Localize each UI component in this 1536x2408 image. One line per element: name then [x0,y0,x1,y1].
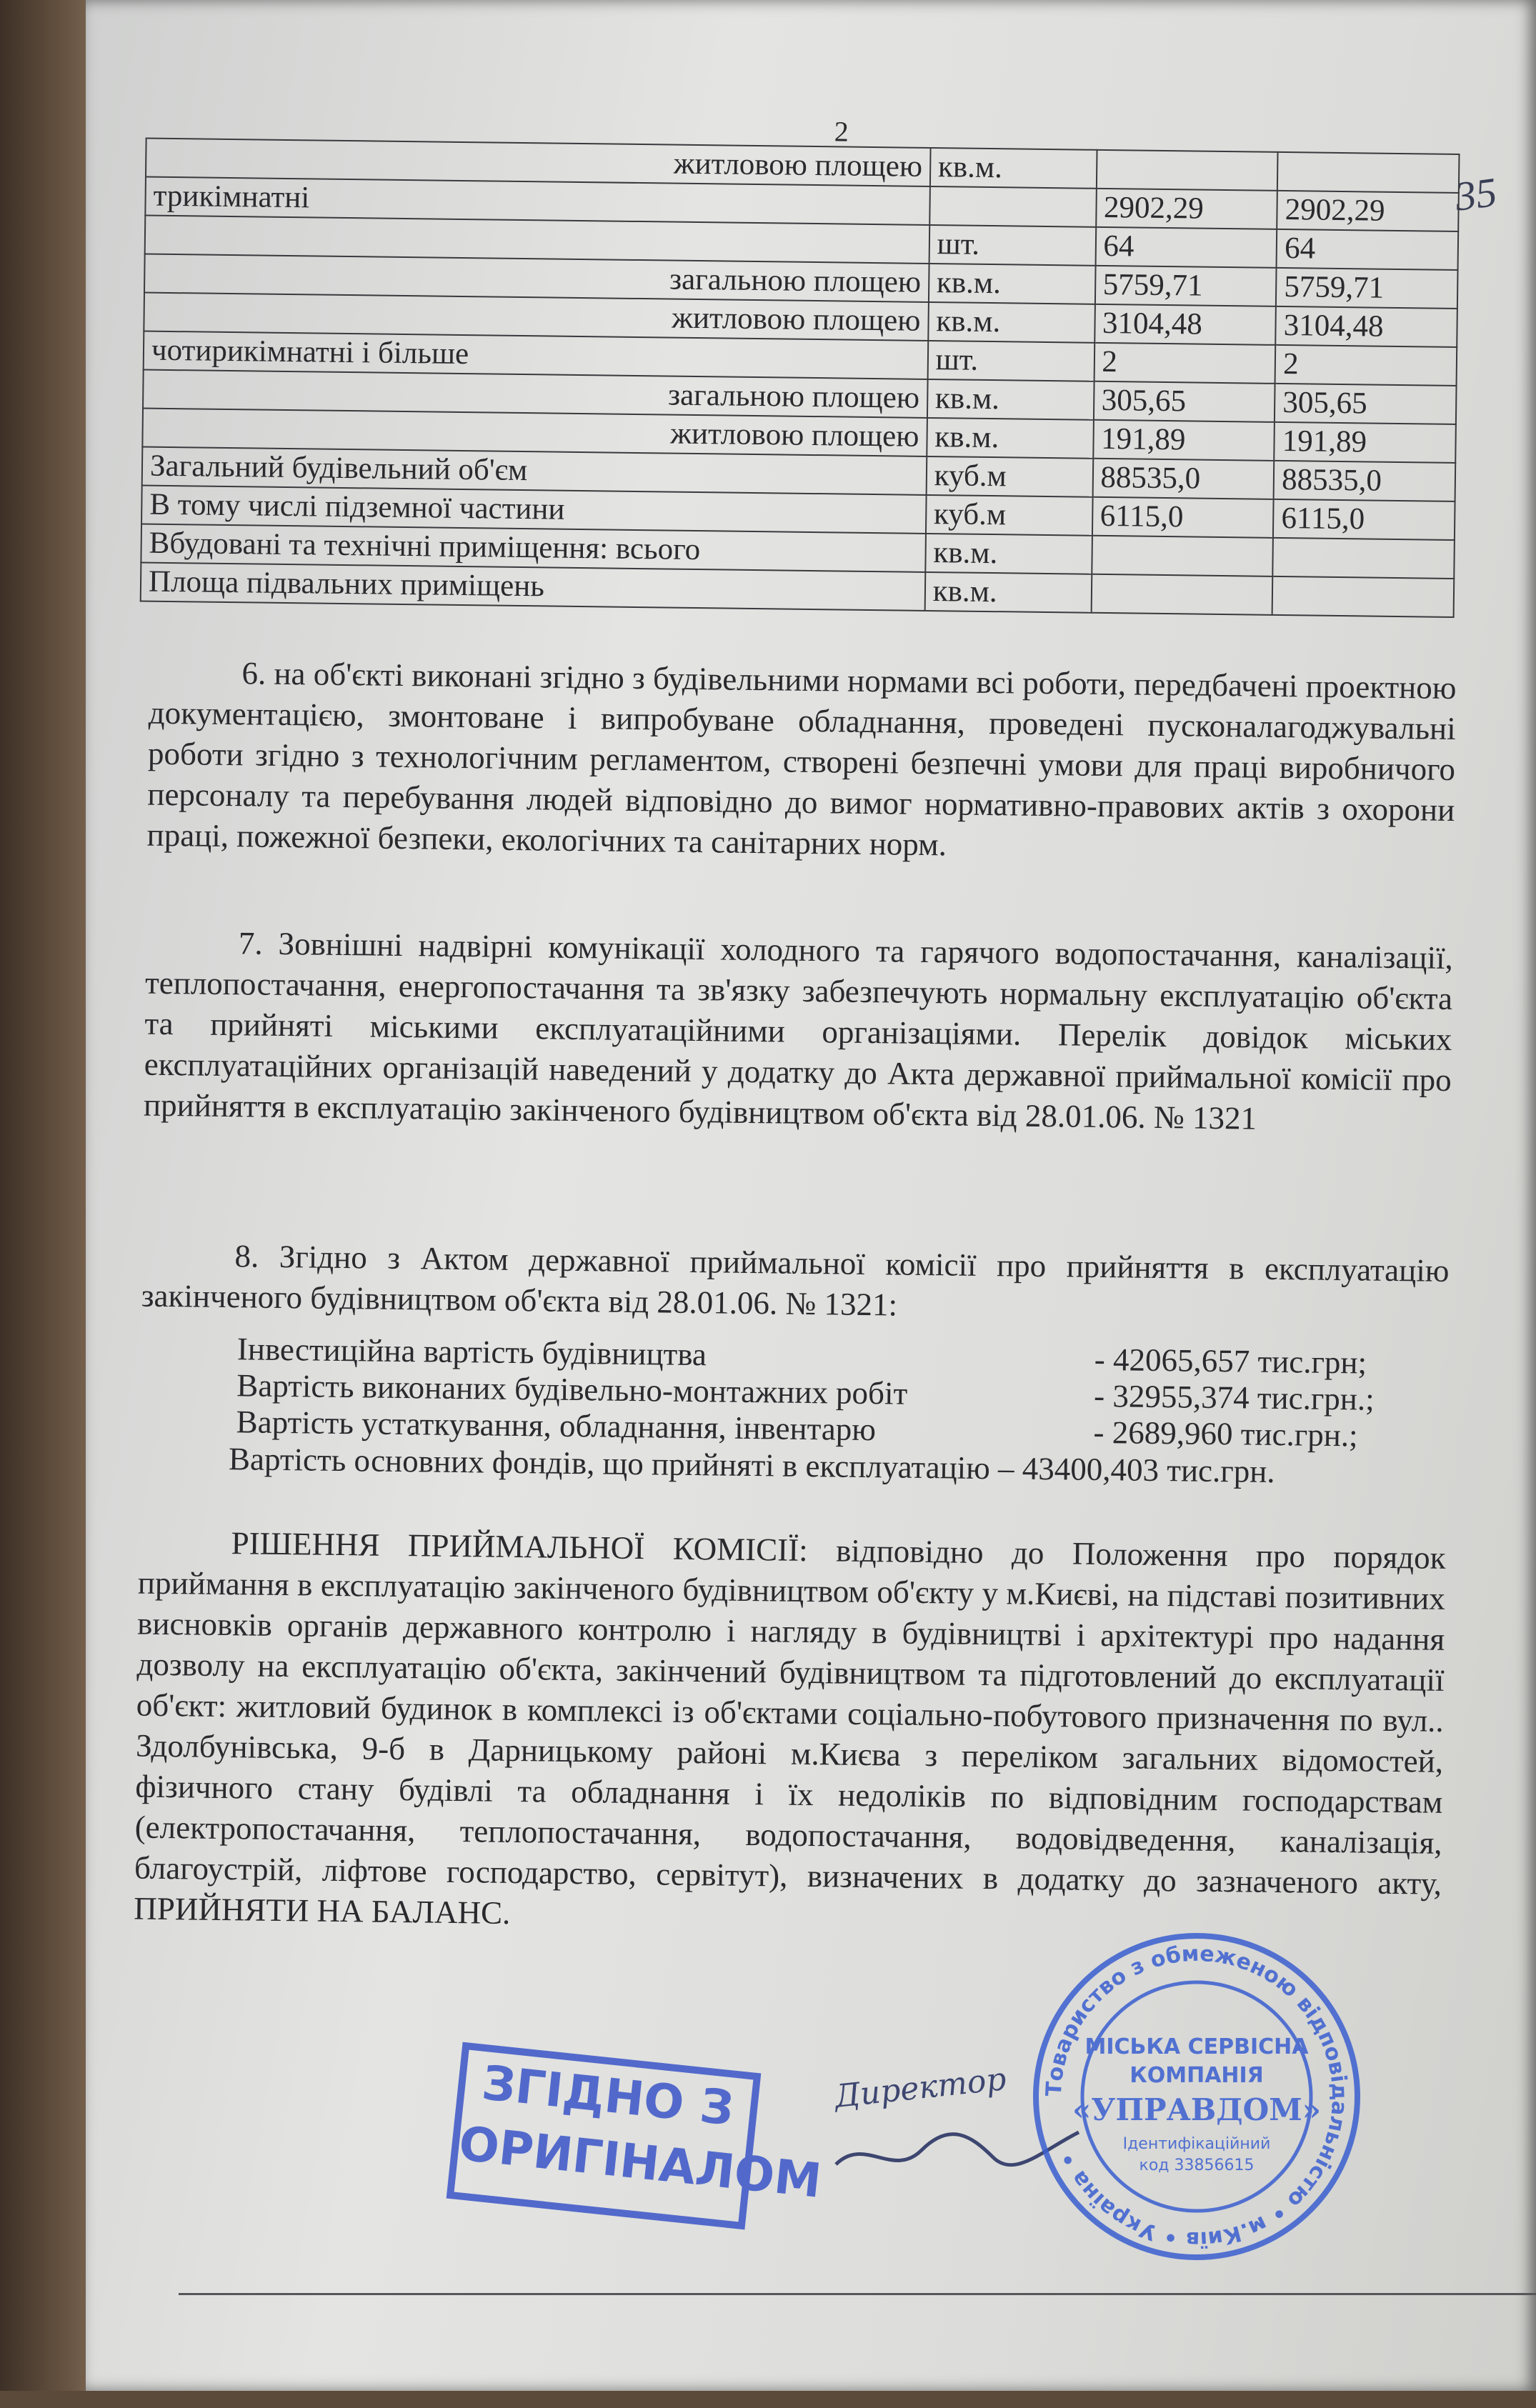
row-value-actual [1272,538,1454,579]
row-value-actual: 191,89 [1274,422,1455,463]
row-unit: куб.м [926,456,1092,497]
row-value-project: 5759,71 [1094,266,1276,306]
cost-value: - 2689,960 тис.грн.; [1093,1414,1358,1454]
row-unit: куб.м [926,495,1092,536]
bottom-rule [179,2293,1536,2295]
row-value-project: 305,65 [1093,381,1275,422]
seal-ring-text: Товариство з обмеженою відповідальністю • м.Київ • Україна • [1041,1941,1352,2252]
seal-line-2: КОМПАНІЯ [1129,2063,1264,2088]
row-label: В тому числі підземної частини [141,486,926,534]
row-value-project: 64 [1095,227,1277,268]
document-page [86,0,1536,2391]
row-unit [929,186,1096,227]
row-label: загальною площею [143,370,927,418]
seal-line-4: Ідентифікаційний [1122,2135,1271,2153]
row-value-actual [1272,576,1454,617]
row-label: Площа підвальних приміщень [141,563,925,611]
row-value-project [1091,574,1272,615]
copy-stamp-line-1: ЗГІДНО З [479,2055,737,2137]
row-value-actual [1277,152,1459,193]
row-value-project [1092,536,1273,576]
row-value-project [1096,150,1277,191]
row-value-actual: 2902,29 [1277,191,1458,231]
row-value-actual: 2 [1275,345,1457,386]
row-value-project: 6115,0 [1092,497,1273,538]
row-value-actual: 6115,0 [1273,499,1455,540]
row-label: Вбудовані та технічні приміщення: всього [141,524,925,572]
row-value-project: 191,89 [1093,420,1275,461]
row-value-actual: 64 [1277,229,1458,270]
paragraph-7: 7. Зовнішні надвірні комунікації холодного та гарячого водопостачання, каналізації, теплопостачання, енергопостачання та зв'язку забезпечують нормальну експлуатацію об'єкта та прийняті міськими експлуатаційними організаціями. Перелік довідок міських експлуатаційних організацій наведений у додатку до Акта державної приймальної комісії про прийняття в експлуатацію закінченого будівництвом об'єкта від 28.01.06. № 1321 [143,925,1454,1136]
cost-value: - 42065,657 тис.грн; [1094,1341,1367,1381]
seal-line-5: код 33856615 [1139,2157,1255,2174]
row-label: Загальний будівельний об'єм [142,447,927,495]
row-label: трикімнатні [145,177,929,225]
row-unit: кв.м. [927,379,1094,420]
cost-label: Вартість виконаних будівельно-монтажних робіт [236,1367,908,1412]
row-unit: кв.м. [927,418,1093,459]
row-value-project: 2 [1094,343,1275,384]
copy-stamp [447,2042,824,2230]
company-seal [1029,1929,1365,2264]
cost-label: Вартість устаткування, обладнання, інвентарю [236,1404,877,1448]
page-number: 2 [834,115,849,148]
row-value-project: 2902,29 [1096,189,1277,229]
seal-line-1: МІСЬКА СЕРВІСНА [1084,2034,1309,2059]
row-label: житловою площею [144,293,928,341]
area-table [140,138,1460,618]
row-value-actual: 3104,48 [1275,306,1457,347]
row-label: чотирикімнатні і більше [144,331,928,379]
seal-line-3: «УПРАВДОМ» [1072,2092,1321,2127]
copy-stamp-line-2: ОРИГІНАЛОМ [456,2116,824,2209]
row-value-actual: 305,65 [1275,384,1456,424]
cost-value: - 32955,374 тис.грн.; [1093,1377,1375,1417]
row-label: загальною площею [144,254,929,302]
signature-title: Директор [832,2061,1008,2115]
paragraph-6: 6. на об'єкті виконані згідно з будівельними нормами всі роботи, передбачені проектною документацією, змонтоване і випробуване обладнання, проведені пусконалагоджувальні роботи згідно з технологічним регламентом, створені безпечні умови для праці виробничого персоналу та перебування людей відповідно до вимог нормативно-правових актів з охорони праці, пожежної безпеки, екологічних та санітарних норм. [146,655,1457,863]
row-value-actual: 5759,71 [1276,268,1457,309]
row-unit: кв.м. [928,302,1094,343]
paragraph-8: 8. Згідно з Актом державної приймальної комісії про прийняття в експлуатацію закінченого будівництвом об'єкта від 28.01.06. № 1321: [141,1238,1450,1323]
row-label: житловою площею [146,139,930,186]
row-value-actual: 88535,0 [1274,461,1455,501]
row-unit: кв.м. [924,572,1091,613]
cost-label: Інвестиційна вартість будівництва [236,1331,707,1373]
row-unit: кв.м. [929,264,1095,304]
row-unit: кв.м. [925,534,1092,574]
row-value-project: 88535,0 [1092,459,1274,499]
row-value-project: 3104,48 [1094,304,1276,345]
row-unit: кв.м. [930,148,1097,189]
row-unit: шт. [929,225,1095,266]
row-label: житловою площею [142,409,927,456]
cost-total: Вартість основних фондів, що прийняті в експлуатацію – 43400,403 тис.грн. [228,1441,1275,1489]
commission-decision: РІШЕННЯ ПРИЙМАЛЬНОЇ КОМІСІЇ: відповідно до Положення про порядок приймання в експлуатацію закінченого будівництвом об'єкту у м.Києві, на підставі позитивних висновків органів державного контролю і нагляду в будівництві і архітектурі про надання дозволу на експлуатацію об'єкта, закінчений будівництвом та підготовлений до експлуатації об'єкт: житловий будинок в комплексі із об'єктами соціально-побутового призначення по вул.. Здолбунівська, 9-б в Дарницькому районі м.Києва з переліком загальних відомостей, фізичного стану будівлі та обладнання і їх недоліків по відповідним господарствам (електропостачання, теплопостачання, водопостачання, водовідведення, каналізація, благоустрій, ліфтове господарство, сервітут), визначених в додатку до зазначеного акту, ПРИЙНЯТИ НА БАЛАНС. [134,1525,1446,1931]
handwritten-page-number: 35 [1452,168,1500,220]
row-unit: шт. [927,341,1094,381]
